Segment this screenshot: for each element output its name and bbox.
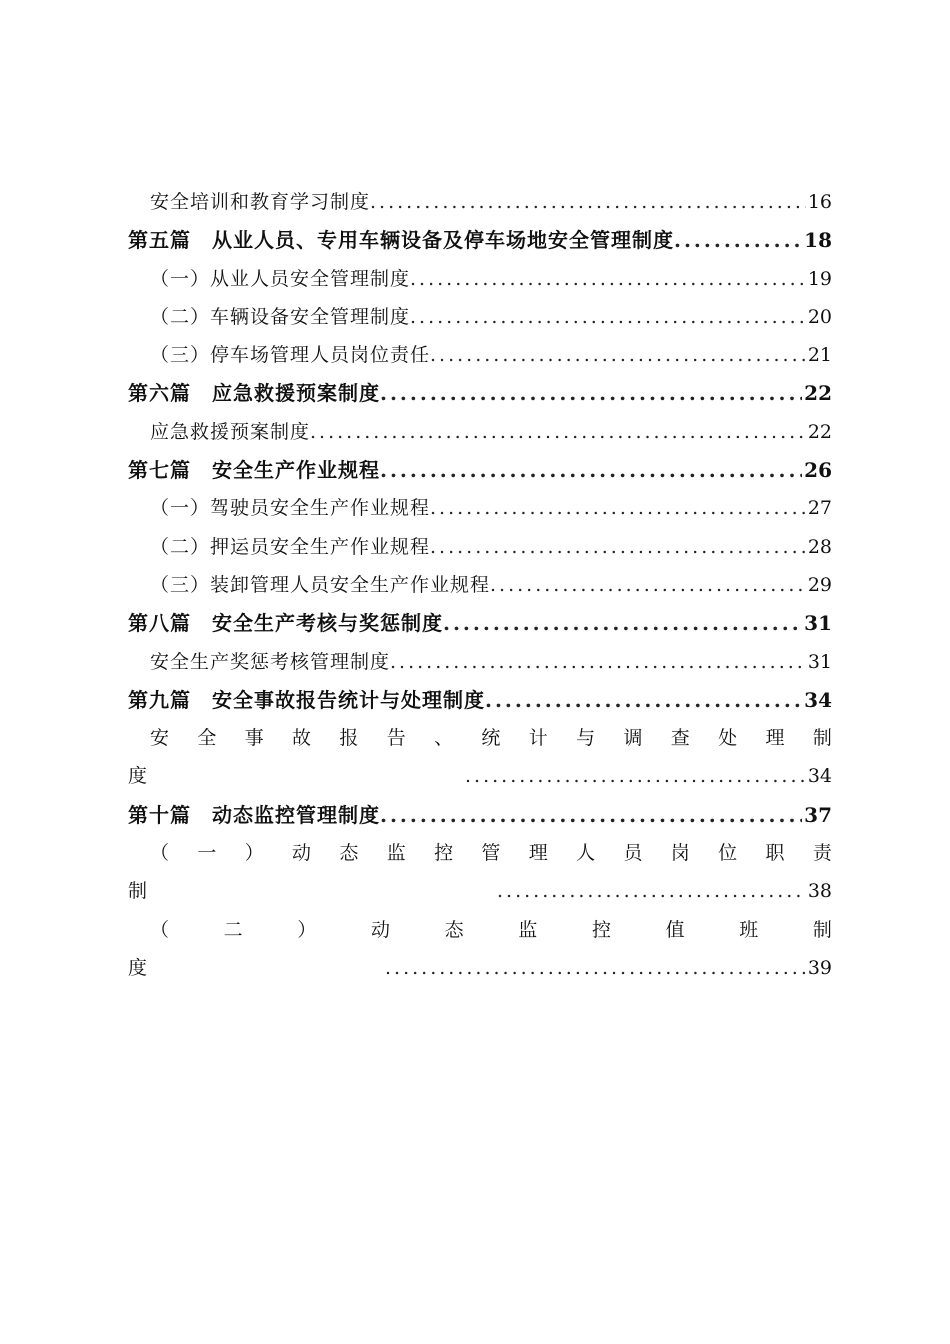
toc-entry[interactable]: [128, 528, 832, 566]
toc-char: 动: [292, 842, 312, 865]
toc-char: 故: [292, 727, 312, 750]
toc-entry-title: （二）车辆设备安全管理制度: [150, 305, 411, 328]
toc-entry-title: 安全培训和教育学习制度: [150, 191, 371, 213]
toc-char: 态: [444, 918, 464, 941]
toc-part-entry[interactable]: [128, 796, 832, 834]
toc-char: 控: [591, 918, 611, 941]
toc-page-number: 27: [807, 497, 832, 520]
dot-leader: [430, 528, 806, 566]
toc-char: ）: [244, 842, 264, 865]
toc-page-number: 34: [807, 765, 832, 788]
dot-leader: [390, 643, 806, 681]
toc-page-number: 31: [807, 650, 832, 673]
toc-char: 报: [339, 727, 359, 750]
toc-page-number: 22: [807, 420, 832, 443]
toc-char: 制: [812, 727, 832, 750]
toc-char: 度: [128, 956, 148, 979]
dot-leader: [385, 949, 806, 987]
toc-char: （: [150, 918, 170, 941]
toc-entry-title: （一）驾驶员安全生产作业规程: [150, 497, 431, 520]
toc-char: 理: [765, 727, 785, 750]
toc-part-entry[interactable]: [128, 221, 832, 259]
toc-part-entry[interactable]: [128, 604, 832, 642]
toc-char: 班: [739, 918, 759, 941]
toc-part-title: 第五篇 从业人员、专用车辆设备及停车场地安全管理制度: [128, 228, 674, 253]
toc-char: 员: [623, 842, 643, 865]
toc-char: 度: [128, 765, 148, 788]
dot-leader: [430, 336, 806, 374]
toc-page-number: 34: [804, 687, 832, 712]
toc-entry-title: （一）从业人员安全管理制度: [150, 267, 411, 290]
dot-leader: [674, 221, 802, 259]
toc-entry[interactable]: [128, 413, 832, 451]
toc-char: 管: [481, 842, 501, 865]
toc-char: 告: [386, 727, 406, 750]
toc-page-number: 28: [807, 535, 832, 558]
toc-char: 人: [576, 842, 596, 865]
toc-page-number: 37: [804, 802, 832, 827]
toc-page-number: 19: [807, 267, 832, 290]
toc-char: 事: [244, 727, 264, 750]
dot-leader: [490, 566, 806, 604]
table-of-contents: [128, 183, 832, 987]
toc-part-entry[interactable]: [128, 374, 832, 412]
toc-char: 计: [528, 727, 548, 750]
toc-part-entry[interactable]: [128, 451, 832, 489]
toc-char: 调: [623, 727, 643, 750]
toc-char: ）: [297, 918, 317, 941]
toc-entry-wrapped-line[interactable]: [128, 719, 832, 757]
dot-leader: [310, 413, 806, 451]
toc-entry[interactable]: [128, 566, 832, 604]
toc-entry-title: 安全生产奖惩考核管理制度: [150, 650, 391, 673]
toc-page-number: 21: [807, 344, 832, 367]
toc-entry-wrapped-line[interactable]: [128, 911, 832, 949]
toc-entry-title: （三）装卸管理人员安全生产作业规程: [150, 573, 491, 596]
toc-entry[interactable]: [128, 489, 832, 527]
dot-leader: [370, 183, 806, 221]
toc-char: 态: [339, 842, 359, 865]
dot-leader: [380, 451, 802, 489]
toc-part-title: 第九篇 安全事故报告统计与处理制度: [128, 687, 485, 712]
dot-leader: [430, 489, 806, 527]
toc-char: 全: [197, 727, 217, 750]
toc-char: 安: [150, 727, 170, 750]
toc-page-number: 20: [807, 305, 832, 328]
toc-char: 控: [434, 842, 454, 865]
toc-char: 制: [812, 918, 832, 941]
toc-char: 岗: [670, 842, 690, 865]
toc-char: 制: [128, 880, 148, 903]
toc-entry[interactable]: [128, 183, 832, 221]
toc-page-number: 26: [804, 458, 832, 483]
toc-char: 监: [518, 918, 538, 941]
toc-char: 职: [765, 842, 785, 865]
toc-page-number: 16: [807, 191, 832, 213]
toc-entry-title: （二）押运员安全生产作业规程: [150, 535, 431, 558]
toc-part-title: 第七篇 安全生产作业规程: [128, 458, 380, 483]
toc-part-title: 第六篇 应急救援预案制度: [128, 381, 380, 406]
dot-leader: [443, 604, 802, 642]
toc-char: 、: [434, 727, 454, 750]
dot-leader: [465, 757, 806, 795]
toc-char: 监: [386, 842, 406, 865]
toc-part-title: 第十篇 动态监控管理制度: [128, 802, 380, 827]
toc-char: 一: [197, 842, 217, 865]
toc-char: 值: [665, 918, 685, 941]
toc-page-number: 22: [804, 381, 832, 406]
toc-entry[interactable]: [128, 260, 832, 298]
dot-leader: [380, 374, 802, 412]
toc-page-number: 31: [804, 611, 832, 636]
toc-entry-wrapped-tail[interactable]: [128, 872, 832, 910]
dot-leader: [380, 796, 802, 834]
toc-page-number: 39: [807, 956, 832, 979]
dot-leader: [410, 298, 806, 336]
toc-char: 位: [718, 842, 738, 865]
toc-char: 二: [223, 918, 243, 941]
toc-char: 统: [481, 727, 501, 750]
toc-char: 与: [576, 727, 596, 750]
toc-page-number: 29: [807, 573, 832, 596]
toc-char: 理: [528, 842, 548, 865]
toc-entry-wrapped-line[interactable]: [128, 834, 832, 872]
toc-entry-wrapped-tail[interactable]: [128, 949, 832, 987]
toc-page-number: 38: [807, 880, 832, 903]
toc-entry[interactable]: [128, 643, 832, 681]
dot-leader: [497, 872, 806, 910]
toc-entry-title: （三）停车场管理人员岗位责任: [150, 344, 431, 367]
toc-entry-wrapped-tail[interactable]: [128, 757, 832, 795]
toc-entry-title: 应急救援预案制度: [150, 420, 311, 443]
toc-char: （: [150, 842, 170, 865]
dot-leader: [485, 681, 802, 719]
toc-part-title: 第八篇 安全生产考核与奖惩制度: [128, 611, 443, 636]
toc-entry[interactable]: [128, 298, 832, 336]
toc-char: 责: [812, 842, 832, 865]
toc-char: 动: [370, 918, 390, 941]
toc-part-entry[interactable]: [128, 681, 832, 719]
toc-char: 查: [670, 727, 690, 750]
toc-char: 处: [718, 727, 738, 750]
toc-page-number: 18: [804, 228, 832, 253]
toc-entry[interactable]: [128, 336, 832, 374]
dot-leader: [410, 260, 806, 298]
